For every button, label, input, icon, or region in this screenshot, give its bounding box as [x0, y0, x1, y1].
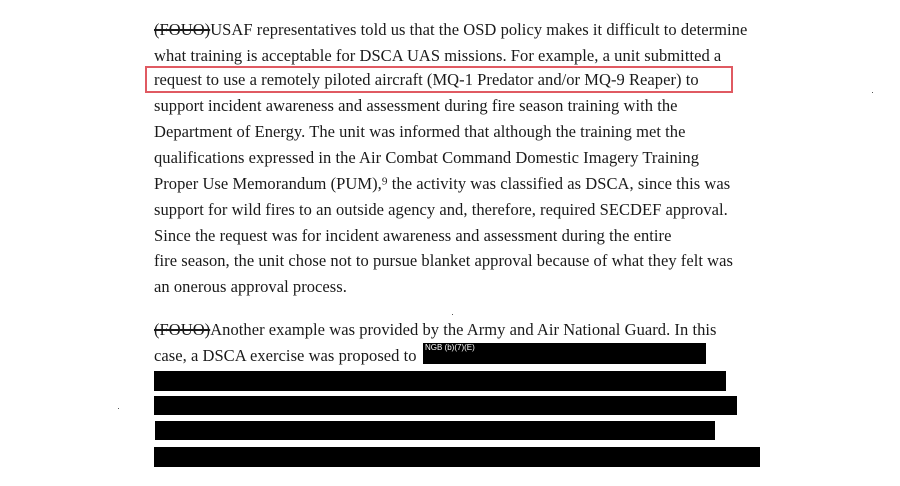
- redaction-exemption-label: NGB (b)(7)(E): [425, 343, 475, 352]
- scan-speck: [452, 314, 453, 315]
- paragraph2-line-2: case, a DSCA exercise was proposed to: [154, 346, 417, 365]
- paragraph2-line-1-text: Another example was provided by the Army and Air National Guard. In this: [210, 320, 717, 339]
- redaction-block: [154, 447, 760, 467]
- highlight-box: [145, 66, 733, 93]
- paragraph1-line-10: fire season, the unit chose not to pursue blanket approval because of what they felt was: [154, 251, 733, 270]
- paragraph1-line-1-text: USAF representatives told us that the OSD policy makes it difficult to determine: [210, 20, 748, 39]
- paragraph1-line-9: Since the request was for incident awareness and assessment during the entire: [154, 226, 672, 245]
- paragraph1-line-7: Proper Use Memorandum (PUM),⁹ the activity was classified as DSCA, since this was: [154, 174, 731, 193]
- paragraph2-line-1: [154, 320, 717, 340]
- redaction-block: [154, 371, 726, 391]
- redaction-block: [155, 421, 715, 440]
- paragraph1-line-4: support incident awareness and assessment during fire season training with the: [154, 96, 678, 115]
- paragraph1-line-3: request to use a remotely piloted aircraft (MQ-1 Predator and/or MQ-9 Reaper) to: [154, 70, 699, 89]
- paragraph1-line-1: [154, 20, 747, 40]
- fouo-marking: (FOUO): [154, 20, 211, 39]
- redaction-block: [154, 396, 737, 415]
- fouo-marking: (FOUO): [154, 320, 211, 339]
- paragraph1-line-8: support for wild fires to an outside agency and, therefore, required SECDEF approval.: [154, 200, 728, 219]
- scan-speck: [118, 408, 119, 409]
- paragraph1-line-2: what training is acceptable for DSCA UAS missions. For example, a unit submitted a: [154, 46, 722, 65]
- paragraph1-line-6: qualifications expressed in the Air Combat Command Domestic Imagery Training: [154, 148, 700, 167]
- scan-speck: [872, 92, 873, 93]
- paragraph1-line-11: an onerous approval process.: [154, 277, 347, 296]
- paragraph1-line-5: Department of Energy. The unit was informed that although the training met the: [154, 122, 686, 141]
